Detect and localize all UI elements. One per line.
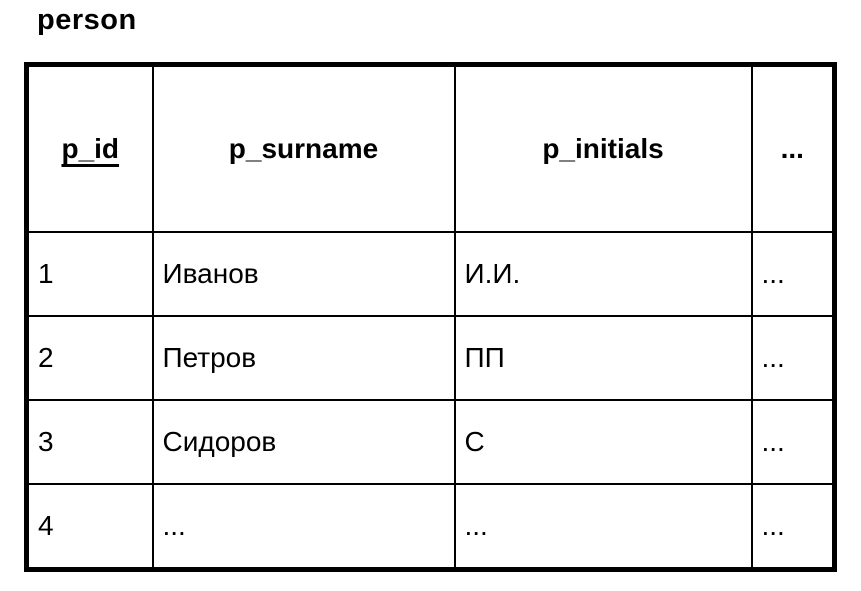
table-cell: 1 <box>27 232 153 316</box>
column-header-more-label: ... <box>780 132 804 164</box>
table-cell: Иванов <box>153 232 455 316</box>
table-cell: ... <box>752 484 835 570</box>
column-header-p-initials-label: p_initials <box>542 132 664 164</box>
table-cell: 2 <box>27 316 153 400</box>
table-cell: ... <box>752 316 835 400</box>
table-cell: С <box>455 400 752 484</box>
column-header-p-surname <box>153 65 455 232</box>
column-header-p-surname-label: p_surname <box>228 132 379 164</box>
table-cell: 3 <box>27 400 153 484</box>
column-header-p-initials <box>455 65 752 232</box>
table-title: person <box>37 4 137 36</box>
entity-table <box>24 62 837 572</box>
table-cell: Сидоров <box>153 400 455 484</box>
table-cell: И.И. <box>455 232 752 316</box>
table-row <box>27 400 835 484</box>
column-header-p-id <box>27 65 153 232</box>
table-row <box>27 484 835 570</box>
column-header-more <box>752 65 835 232</box>
table-cell: ПП <box>455 316 752 400</box>
column-header-p-id-label: p_id <box>61 132 120 164</box>
table-row <box>27 232 835 316</box>
table-cell: ... <box>455 484 752 570</box>
table-cell: ... <box>752 400 835 484</box>
table-cell: ... <box>153 484 455 570</box>
table-row <box>27 316 835 400</box>
header-row <box>27 65 835 232</box>
table-cell: Петров <box>153 316 455 400</box>
table-cell: ... <box>752 232 835 316</box>
table-cell: 4 <box>27 484 153 570</box>
